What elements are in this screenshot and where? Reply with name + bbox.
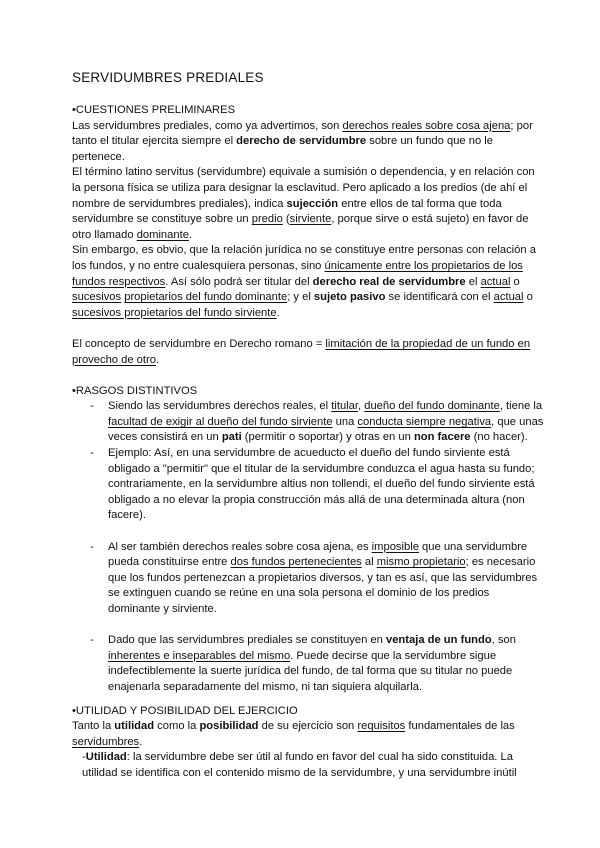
underlined-text: conducta siempre negativa: [357, 415, 492, 428]
bold-text: ventaja de un fundo: [385, 634, 492, 647]
text-run: El término latino servitus (servidumbre) equivale a sumisión o dependencia, y en relación con la persona física se utiliza para designar la esclavitud. Pero aplicado a los predios (de ahí el nombre de servidumbres prediales), indica: [72, 166, 535, 210]
text-run: sobre un fundo que no le pertenece.: [72, 135, 494, 163]
text-run: o: [510, 275, 520, 288]
text-run: de su ejercicio son: [258, 720, 358, 733]
text-run: Al ser también derechos reales sobre cosa ajena, es: [108, 540, 372, 553]
text-run: .: [155, 353, 160, 366]
underlined-text: imposible: [371, 540, 419, 553]
text-run: como la: [154, 720, 200, 733]
section-heading-utilidad: •UTILIDAD Y POSIBILIDAD DEL EJERCICIO: [72, 704, 298, 717]
dash-list: [72, 399, 544, 695]
list-item: - Dado que las servidumbres prediales se constituyen en ventaja de un fundo, son inherentes e inseparables del mismo. Puede decirse que la servidumbre sigue indefectiblemente la suerte jurídica del fundo, de tal forma que su titular no puede enajenarla separadamente del mismo, ni tan siquiera alquilarla.: [90, 634, 516, 693]
text-run: se identificará con el: [385, 291, 494, 304]
text-run: Las servidumbres prediales, como ya advertimos, son: [72, 119, 343, 132]
text-run: , que unas veces consistirá en un: [108, 415, 544, 444]
underlined-text: actual: [480, 275, 511, 288]
bold-text: Utilidad: [85, 751, 127, 764]
text-run: : la servidumbre debe ser útil al fundo en favor del cual ha sido constituida. La utilidad se identifica con el contenido mismo de la servidumbre, y una servidumbre inútil: [82, 751, 517, 779]
document-body: [72, 103, 544, 782]
text-run: que una servidumbre pueda constituirse entre: [108, 540, 528, 569]
text-run: una: [332, 415, 358, 428]
text-run: (no hacer).: [470, 431, 528, 444]
underlined-text: predio: [251, 213, 283, 226]
text-run: , son: [491, 634, 516, 647]
underlined-text: únicamente entre los propietarios de los fundos respectivos: [72, 259, 523, 288]
underlined-text: titular: [331, 400, 358, 413]
underlined-text: dominante: [136, 228, 189, 241]
text-run: Sin embargo, es obvio, que la relación jurídica no se constituye entre personas con relación a los fundos, y no entre cualesquiera personas, sino: [72, 244, 536, 272]
text-run: , tiene la: [499, 400, 543, 413]
text-run: , porque sirve o está sujeto) en favor de otro llamado: [72, 213, 529, 241]
underlined-text: inherentes e inseparables del mismo: [108, 649, 291, 662]
text-run: . Puede decirse que la servidumbre sigue indefectiblemente la suerte jurídica del fundo, de tal forma que su titular no puede enajenarla separadamente del mismo, ni tan siquiera alquilarla.: [108, 649, 513, 693]
text-run: .: [139, 735, 143, 748]
section-heading-rasgos: •RASGOS DISTINTIVOS: [72, 384, 198, 397]
underlined-text: sirviente: [289, 213, 332, 226]
paragraph: [72, 243, 544, 321]
text-run: (: [282, 213, 290, 226]
text-run: ,: [358, 400, 365, 413]
underlined-text: facultad de exigir al dueño del fundo sirviente: [108, 415, 333, 428]
underlined-text: requisitos: [357, 720, 406, 733]
bold-text: derecho de servidumbre: [236, 135, 367, 148]
list-item: - Siendo las servidumbres derechos reales, el titular, dueño del fundo dominante, tiene la facultad de exigir al dueño del fundo sirviente una conducta siempre negativa, que unas veces consistirá en un pati (permitir o soportar) y otras en un non facere (no hacer).: [90, 400, 544, 444]
bold-text: utilidad: [114, 720, 155, 733]
underlined-text: dos fundos pertenecientes: [230, 556, 362, 569]
underlined-text: mismo propietario: [376, 556, 466, 569]
paragraph: [72, 750, 544, 781]
paragraph: [72, 719, 544, 750]
document-title: SERVIDUMBRES PREDIALES: [72, 70, 264, 85]
bold-text: derecho real de servidumbre: [312, 275, 466, 288]
text-run: ; y el: [287, 291, 314, 304]
text-run: el: [465, 275, 481, 288]
bold-text: sujeto pasivo: [313, 291, 386, 304]
section-heading-preliminares: •CUESTIONES PRELIMINARES: [72, 104, 236, 116]
text-run: Dado que las servidumbres prediales se constituyen en: [108, 634, 386, 647]
text-run: entre ellos de tal forma que toda servidumbre se constituye sobre un: [72, 197, 502, 226]
underlined-text: dueño del fundo dominante: [364, 400, 500, 413]
underlined-text: servidumbres: [72, 735, 140, 748]
underlined-text: sucesivos propietarios del fundo sirviente: [72, 306, 277, 319]
underlined-text: sucesivos: [72, 291, 122, 304]
paragraph: [72, 165, 544, 243]
text-run: -: [82, 751, 86, 764]
text-run: .: [188, 228, 193, 241]
underlined-text: actual: [493, 291, 524, 304]
text-run: ; es necesario que los fundos pertenezcan a propietarios diversos, y tan es así, que las servidumbres se extinguen cuando se reúne en una sola persona el dominio de los predios dominante y sirviente.: [108, 556, 538, 615]
bold-text: pati: [221, 431, 242, 444]
bold-text: posibilidad: [199, 720, 259, 733]
text-run: fundamentales de las: [405, 720, 515, 733]
paragraph: [72, 337, 544, 368]
text-run: Ejemplo: Así, en una servidumbre de acueducto el dueño del fundo sirviente está obligado a "permitir" que el titular de la servidumbre conduzca el agua hasta su fundo; contrariamente, en la servidumbre altius non tollendi, el dueño del fundo sirviente está obligado a no elevar la propia construcción más allá de una determinada altura (non facere).: [108, 447, 535, 522]
underlined-text: propietarios del fundo dominante: [124, 291, 288, 304]
text-run: (permitir o soportar) y otras en un: [241, 431, 414, 444]
list-item: - Al ser también derechos reales sobre cosa ajena, es imposible que una servidumbre pueda constituirse entre dos fundos pertenecientes al mismo propietario; es necesario que los fundos pertenezcan a propietarios diversos, y tan es así, que las servidumbres se extinguen cuando se reúne en una sola persona el dominio de los predios dominante y sirviente.: [90, 540, 538, 615]
paragraph: [72, 119, 544, 166]
underlined-text: limitación de la propiedad de un fundo en provecho de otro: [72, 337, 531, 366]
text-run: ; por tanto el titular ejercita siempre el: [72, 119, 533, 148]
bold-text: non facere: [413, 431, 471, 444]
text-run: . Así sólo podrá ser titular del: [165, 275, 313, 288]
text-run: .: [276, 306, 280, 319]
text-run: o: [523, 291, 533, 304]
text-run: Tanto la: [72, 720, 115, 733]
bold-text: sujección: [286, 197, 339, 210]
list-item: - Ejemplo: Así, en una servidumbre de acueducto el dueño del fundo sirviente está obligado a "permitir" que el titular de la servidumbre conduzca el agua hasta su fundo; contrariamente, en la servidumbre altius non tollendi, el dueño del fundo sirviente está obligado a no elevar la propia construcción más allá de una determinada altura (non facere).: [90, 447, 535, 522]
underlined-text: derechos reales sobre cosa ajena: [342, 119, 511, 132]
text-run: Siendo las servidumbres derechos reales, el: [108, 400, 332, 413]
text-run: al: [361, 556, 377, 569]
text-run: El concepto de servidumbre en Derecho romano =: [72, 337, 326, 350]
